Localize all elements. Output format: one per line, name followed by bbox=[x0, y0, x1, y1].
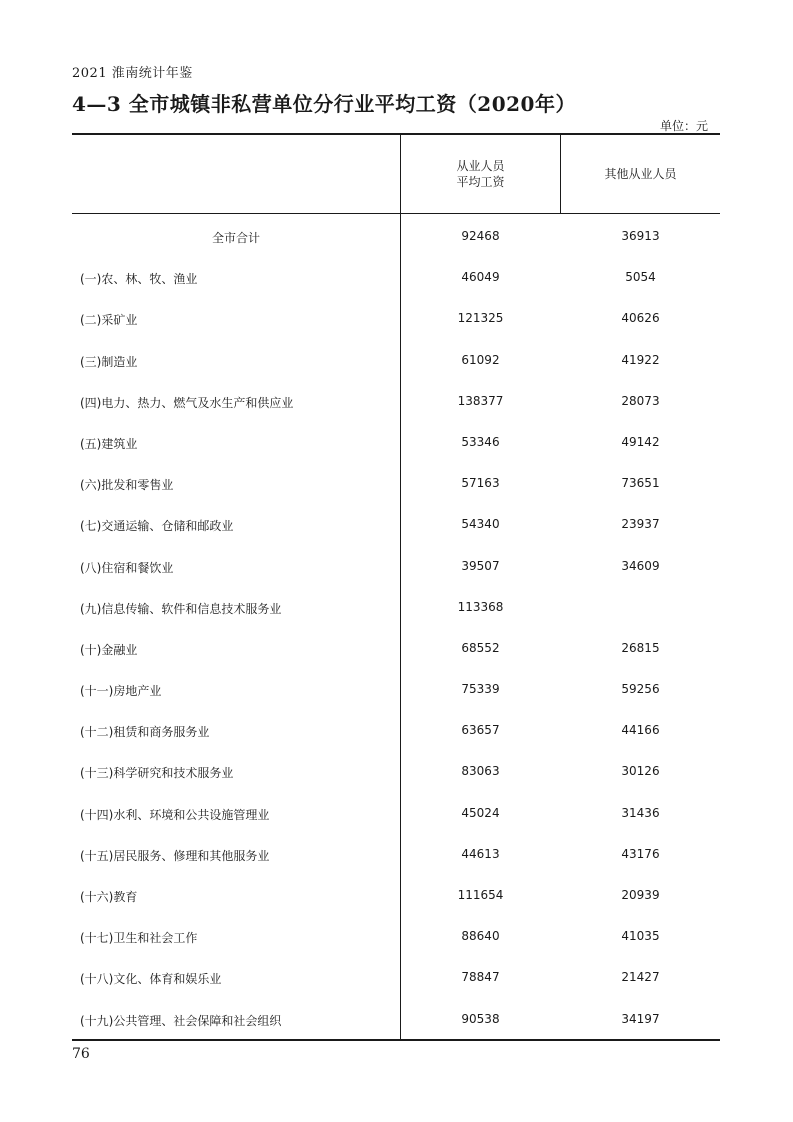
row-label: (五)建筑业 bbox=[80, 436, 138, 451]
table-body bbox=[72, 216, 720, 1040]
avg-wage-cell: 68552 bbox=[461, 640, 500, 655]
other-staff-cell: 5054 bbox=[625, 270, 656, 285]
other-staff-cell: 31436 bbox=[621, 805, 660, 820]
other-staff-cell: 34197 bbox=[621, 1011, 660, 1026]
header-bottom-rule bbox=[72, 213, 720, 214]
row-label: (七)交通运输、仓储和邮政业 bbox=[80, 519, 234, 534]
row-label: (十二)租赁和商务服务业 bbox=[80, 725, 210, 740]
table-row bbox=[72, 834, 720, 875]
table-row bbox=[72, 422, 720, 463]
avg-wage-cell: 121325 bbox=[457, 311, 504, 326]
avg-wage-cell: 61092 bbox=[461, 352, 500, 367]
column-header-avg-wage bbox=[401, 134, 560, 213]
table-row bbox=[72, 999, 720, 1040]
avg-wage-cell: 83063 bbox=[461, 764, 500, 779]
other-staff-cell: 21427 bbox=[621, 970, 660, 985]
column-header-other-staff: 其他从业人员 bbox=[604, 166, 677, 181]
other-staff-cell: 41922 bbox=[621, 352, 660, 367]
row-label: (一)农、林、牧、渔业 bbox=[80, 272, 198, 287]
row-label: (十七)卫生和社会工作 bbox=[80, 931, 198, 946]
other-staff-cell: 23937 bbox=[621, 517, 660, 532]
table-row bbox=[72, 916, 720, 957]
unit-label: 单位：元 bbox=[659, 119, 708, 133]
avg-wage-cell: 75339 bbox=[461, 682, 500, 697]
table-row-total bbox=[72, 216, 720, 257]
other-staff-cell: 49142 bbox=[621, 434, 660, 449]
table-row bbox=[72, 546, 720, 587]
row-label: (十一)房地产业 bbox=[80, 684, 162, 699]
avg-wage-cell: 44613 bbox=[461, 846, 500, 861]
row-label: (十四)水利、环境和公共设施管理业 bbox=[80, 807, 270, 822]
table-row bbox=[72, 628, 720, 669]
table-bottom-rule bbox=[72, 1039, 720, 1041]
table-row bbox=[72, 669, 720, 710]
other-staff-cell: 20939 bbox=[621, 888, 660, 902]
avg-wage-cell: 111654 bbox=[457, 888, 504, 902]
avg-wage-cell: 39507 bbox=[461, 558, 500, 573]
column-header-avg-wage-line2: 平均工资 bbox=[456, 174, 505, 189]
row-label: (八)住宿和餐饮业 bbox=[80, 560, 174, 575]
table-row bbox=[72, 257, 720, 298]
row-label: (十八)文化、体育和娱乐业 bbox=[80, 972, 222, 987]
table-row bbox=[72, 587, 720, 628]
table-row bbox=[72, 875, 720, 916]
avg-wage-cell: 113368 bbox=[457, 599, 504, 614]
table-row bbox=[72, 298, 720, 339]
table-row bbox=[72, 463, 720, 504]
row-label: (十九)公共管理、社会保障和社会组织 bbox=[80, 1013, 282, 1028]
other-staff-cell: 59256 bbox=[621, 682, 660, 697]
yearbook-header: 2021 淮南统计年鉴 bbox=[72, 66, 193, 81]
avg-wage-cell: 78847 bbox=[461, 970, 500, 985]
row-label: (三)制造业 bbox=[80, 354, 138, 369]
row-label: (六)批发和零售业 bbox=[80, 478, 174, 493]
avg-wage-cell: 63657 bbox=[461, 723, 500, 738]
other-staff-cell: 43176 bbox=[621, 846, 660, 861]
other-staff-cell: 40626 bbox=[621, 311, 660, 326]
other-staff-cell: 44166 bbox=[621, 723, 660, 738]
avg-wage-cell: 88640 bbox=[461, 929, 500, 944]
table-row bbox=[72, 710, 720, 751]
avg-wage-cell: 90538 bbox=[461, 1011, 500, 1026]
row-label: (四)电力、热力、燃气及水生产和供应业 bbox=[80, 395, 294, 410]
row-label: (十)金融业 bbox=[80, 642, 138, 657]
avg-wage-cell: 45024 bbox=[461, 805, 500, 820]
avg-wage-cell: 53346 bbox=[461, 434, 500, 449]
other-staff-cell: 26815 bbox=[621, 640, 660, 655]
table-row bbox=[72, 957, 720, 998]
table-title: 4—3 全市城镇非私营单位分行业平均工资（2020年） bbox=[72, 92, 576, 116]
table-row bbox=[72, 751, 720, 792]
row-label: (九)信息传输、软件和信息技术服务业 bbox=[80, 601, 282, 616]
row-label: (十三)科学研究和技术服务业 bbox=[80, 766, 234, 781]
avg-wage-cell: 57163 bbox=[461, 476, 500, 491]
other-staff-cell: 34609 bbox=[621, 558, 660, 573]
page-number: 76 bbox=[72, 1046, 90, 1062]
table-row bbox=[72, 504, 720, 545]
row-label: 全市合计 bbox=[211, 231, 260, 245]
row-label: (十五)居民服务、修理和其他服务业 bbox=[80, 848, 270, 863]
avg-wage-cell: 54340 bbox=[461, 517, 500, 532]
avg-wage-cell: 138377 bbox=[457, 393, 504, 408]
table-row bbox=[72, 381, 720, 422]
other-staff-cell: 73651 bbox=[621, 476, 660, 491]
row-label: (十六)教育 bbox=[80, 890, 138, 904]
table-row bbox=[72, 793, 720, 834]
row-label: (二)采矿业 bbox=[80, 313, 138, 328]
other-staff-cell: 36913 bbox=[621, 229, 660, 243]
avg-wage-cell: 92468 bbox=[461, 229, 500, 243]
other-staff-cell: 30126 bbox=[621, 764, 660, 779]
other-staff-cell: 28073 bbox=[621, 393, 660, 408]
column-header-avg-wage-line1: 从业人员 bbox=[456, 158, 505, 173]
avg-wage-cell: 46049 bbox=[461, 270, 500, 285]
other-staff-cell: 41035 bbox=[621, 929, 660, 944]
table-row bbox=[72, 340, 720, 381]
